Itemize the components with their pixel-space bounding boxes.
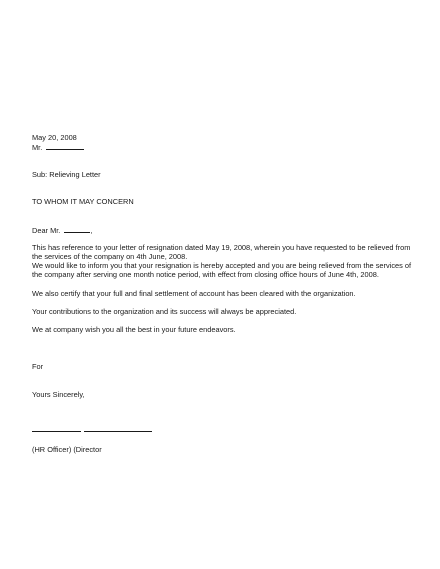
paragraph-1-line-1: This has reference to your letter of resignation dated May 19, 2008, wherein you have requested to be relieved from — [32, 243, 411, 252]
hr-signature-line — [32, 431, 81, 432]
salutation-prefix: Dear Mr. — [32, 226, 61, 235]
subject-line: Sub: Relieving Letter — [32, 170, 101, 179]
salutation-name-blank — [64, 225, 93, 235]
letter-date: May 20, 2008 — [32, 133, 77, 142]
director-signature-line — [84, 431, 152, 432]
recipient-name-blank — [46, 142, 84, 150]
paragraph-2-line-2: the company after serving one month notice period, with effect from closing office hours of June 4th, 2008. — [32, 270, 379, 279]
paragraph-1-line-2: the services of the company on 4th June, 2008. — [32, 252, 188, 261]
paragraph-5: We at company wish you all the best in your future endeavors. — [32, 325, 236, 334]
recipient-prefix: Mr. — [32, 143, 43, 152]
recipient-line — [32, 142, 84, 152]
salutation-suffix: , — [90, 226, 93, 235]
letter-heading: TO WHOM IT MAY CONCERN — [32, 197, 134, 206]
for-label: For — [32, 362, 44, 371]
paragraph-2-line-1: We would like to inform you that your resignation is hereby accepted and you are being relieved from the services of — [32, 261, 412, 270]
signatory-titles: (HR Officer) (Director — [32, 445, 102, 454]
closing: Yours Sincerely, — [32, 390, 85, 399]
paragraph-4: Your contributions to the organization and its success will always be appreciated. — [32, 307, 297, 316]
paragraph-3: We also certify that your full and final settlement of account has been cleared with the organization. — [32, 289, 356, 298]
salutation — [32, 225, 92, 235]
